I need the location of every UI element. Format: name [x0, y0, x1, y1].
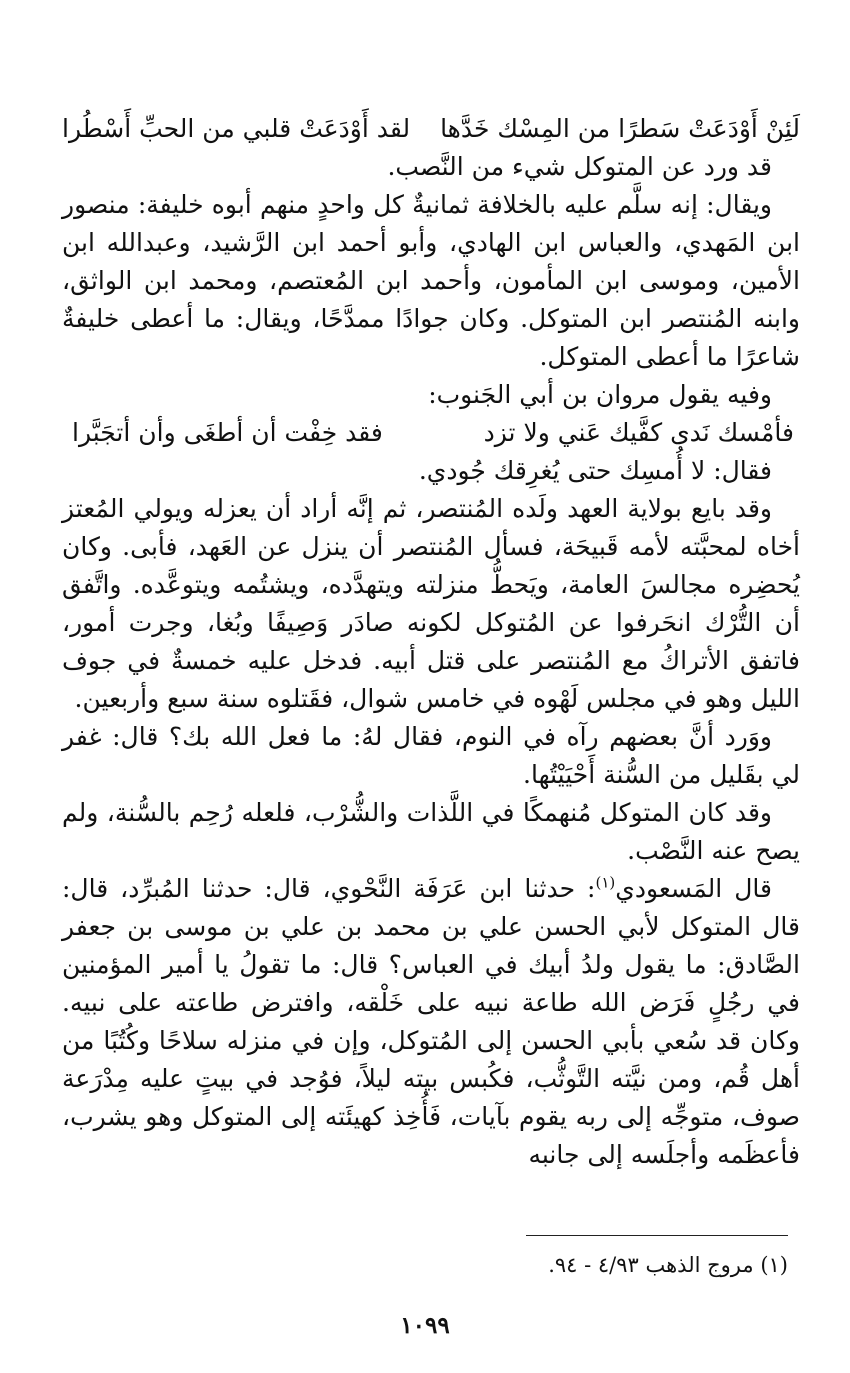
paragraph-dream: ووَرد أنَّ بعضهم رآه في النوم، فقال لهُ: ما فعل الله بك؟ قال: غفر لي بقَليل من السُّنة أَحْيَيْتُها.	[62, 722, 800, 789]
paragraph-reply: فقال: لا أُمسِك حتى يُغرِقك جُودي.	[418, 456, 772, 485]
paragraph-eight-caliphs: ويقال: إنه سلَّم عليه بالخلافة ثمانيةٌ كل واحدٍ منهم أبوه خليفة: منصور ابن المَهدي، والعباس ابن الهادي، وأبو أحمد ابن الرَّشيد، وعبدالله ابن الأمين، وموسى ابن المأمون، وأحمد ابن المُعتصم، ومحمد ابن الواثق، وابنه المُنتصر ابن المتوكل. وكان جوادًا ممدَّحًا، ويقال: ما أعطى خليفةٌ شاعرًا ما أعطى المتوكل.	[62, 190, 800, 371]
footnote-divider	[526, 1235, 788, 1236]
main-text	[62, 110, 800, 1174]
paragraph-nasb: قد ورد عن المتوكل شيء من النَّصب.	[387, 152, 772, 181]
verse-1-second-hemistich: لقد أَوْدَعَتْ قلبي من الحبِّ أَسْطُرا	[62, 114, 411, 143]
paragraph-succession: وقد بايع بولاية العهد ولَده المُنتصر، ثم إنَّه أراد أن يعزله ويولي المُعتز أخاه لمحبَّته لأمه قَبيحَة، فسأل المُنتصر أن ينزل عن العَهد، فأبى. وكان يُحضِره مجالسَ العامة، ويَحطُّ منزلته ويتهدَّده، ويشتُمه ويتوعَّده. واتَّفق أن التُّرْك انحَرفوا عن المُتوكل لكونه صادَر وَصِيفًا وبُغا، وجرت أمور، فاتفق الأتراكُ مع المُنتصر على قتل أبيه. فدخل عليه خمسةٌ في جوف الليل وهو في مجلس لَهْوه في خامس شوال، فقَتلوه سنة سبع وأربعين.	[62, 494, 800, 713]
poem-verse-2	[62, 414, 800, 452]
footnote: (١) مروج الذهب ٤/٩٣ - ٩٤.	[548, 1253, 788, 1277]
masudi-name: قال المَسعودي	[615, 874, 772, 903]
verse-2-second-hemistich: فقد خِفْت أن أطغَى وأن أتجَبَّرا	[72, 418, 383, 447]
verse-1-first-hemistich: لَئِنْ أَوْدَعَتْ سَطرًا من المِسْك خَدَّها	[440, 114, 800, 143]
poem-verse-1	[62, 110, 800, 148]
paragraph-pleasures: وقد كان المتوكل مُنهمكًا في اللَّذات والشُّرْب، فلعله رُحِم بالسُّنة، ولم يصح عنه النَّصْب.	[62, 798, 800, 865]
paragraph-marwan-intro: وفيه يقول مروان بن أبي الجَنوب:	[428, 380, 772, 409]
paragraph-masudi	[62, 870, 800, 1174]
verse-2-first-hemistich: فأمْسك نَدى كفَّيك عَني ولا تزد	[483, 418, 794, 447]
page-number: ١٠٩٩	[400, 1312, 450, 1339]
masudi-narration: : حدثنا ابن عَرَفَة النَّحْوي، قال: حدثنا المُبرِّد، قال: قال المتوكل لأبي الحسن علي بن محمد بن علي بن موسى بن جعفر الصَّادق: ما يقول ولدُ أبيك في العباس؟ قال: ما تقولُ يا أمير المؤمنين في رجُلٍ فَرَض الله طاعة نبيه على خَلْقه، وافترض طاعته على نبيه. وكان قد سُعي بأبي الحسن إلى المُتوكل، وإن في منزله سلاحًا وكُتُبًا من أهل قُم، ومن نيَّته التَّوثُّب، فكُبس بيته ليلاً، فوُجد في بيتٍ عليه مِدْرَعة صوف، متوجِّه إلى ربه يقوم بآيات، فَأُخِذ كهيئَته إلى المتوكل وهو يشرب، فأعظَمه وأجلَسه إلى جانبه	[62, 874, 800, 1169]
footnote-reference[interactable]: (١)	[595, 873, 616, 892]
